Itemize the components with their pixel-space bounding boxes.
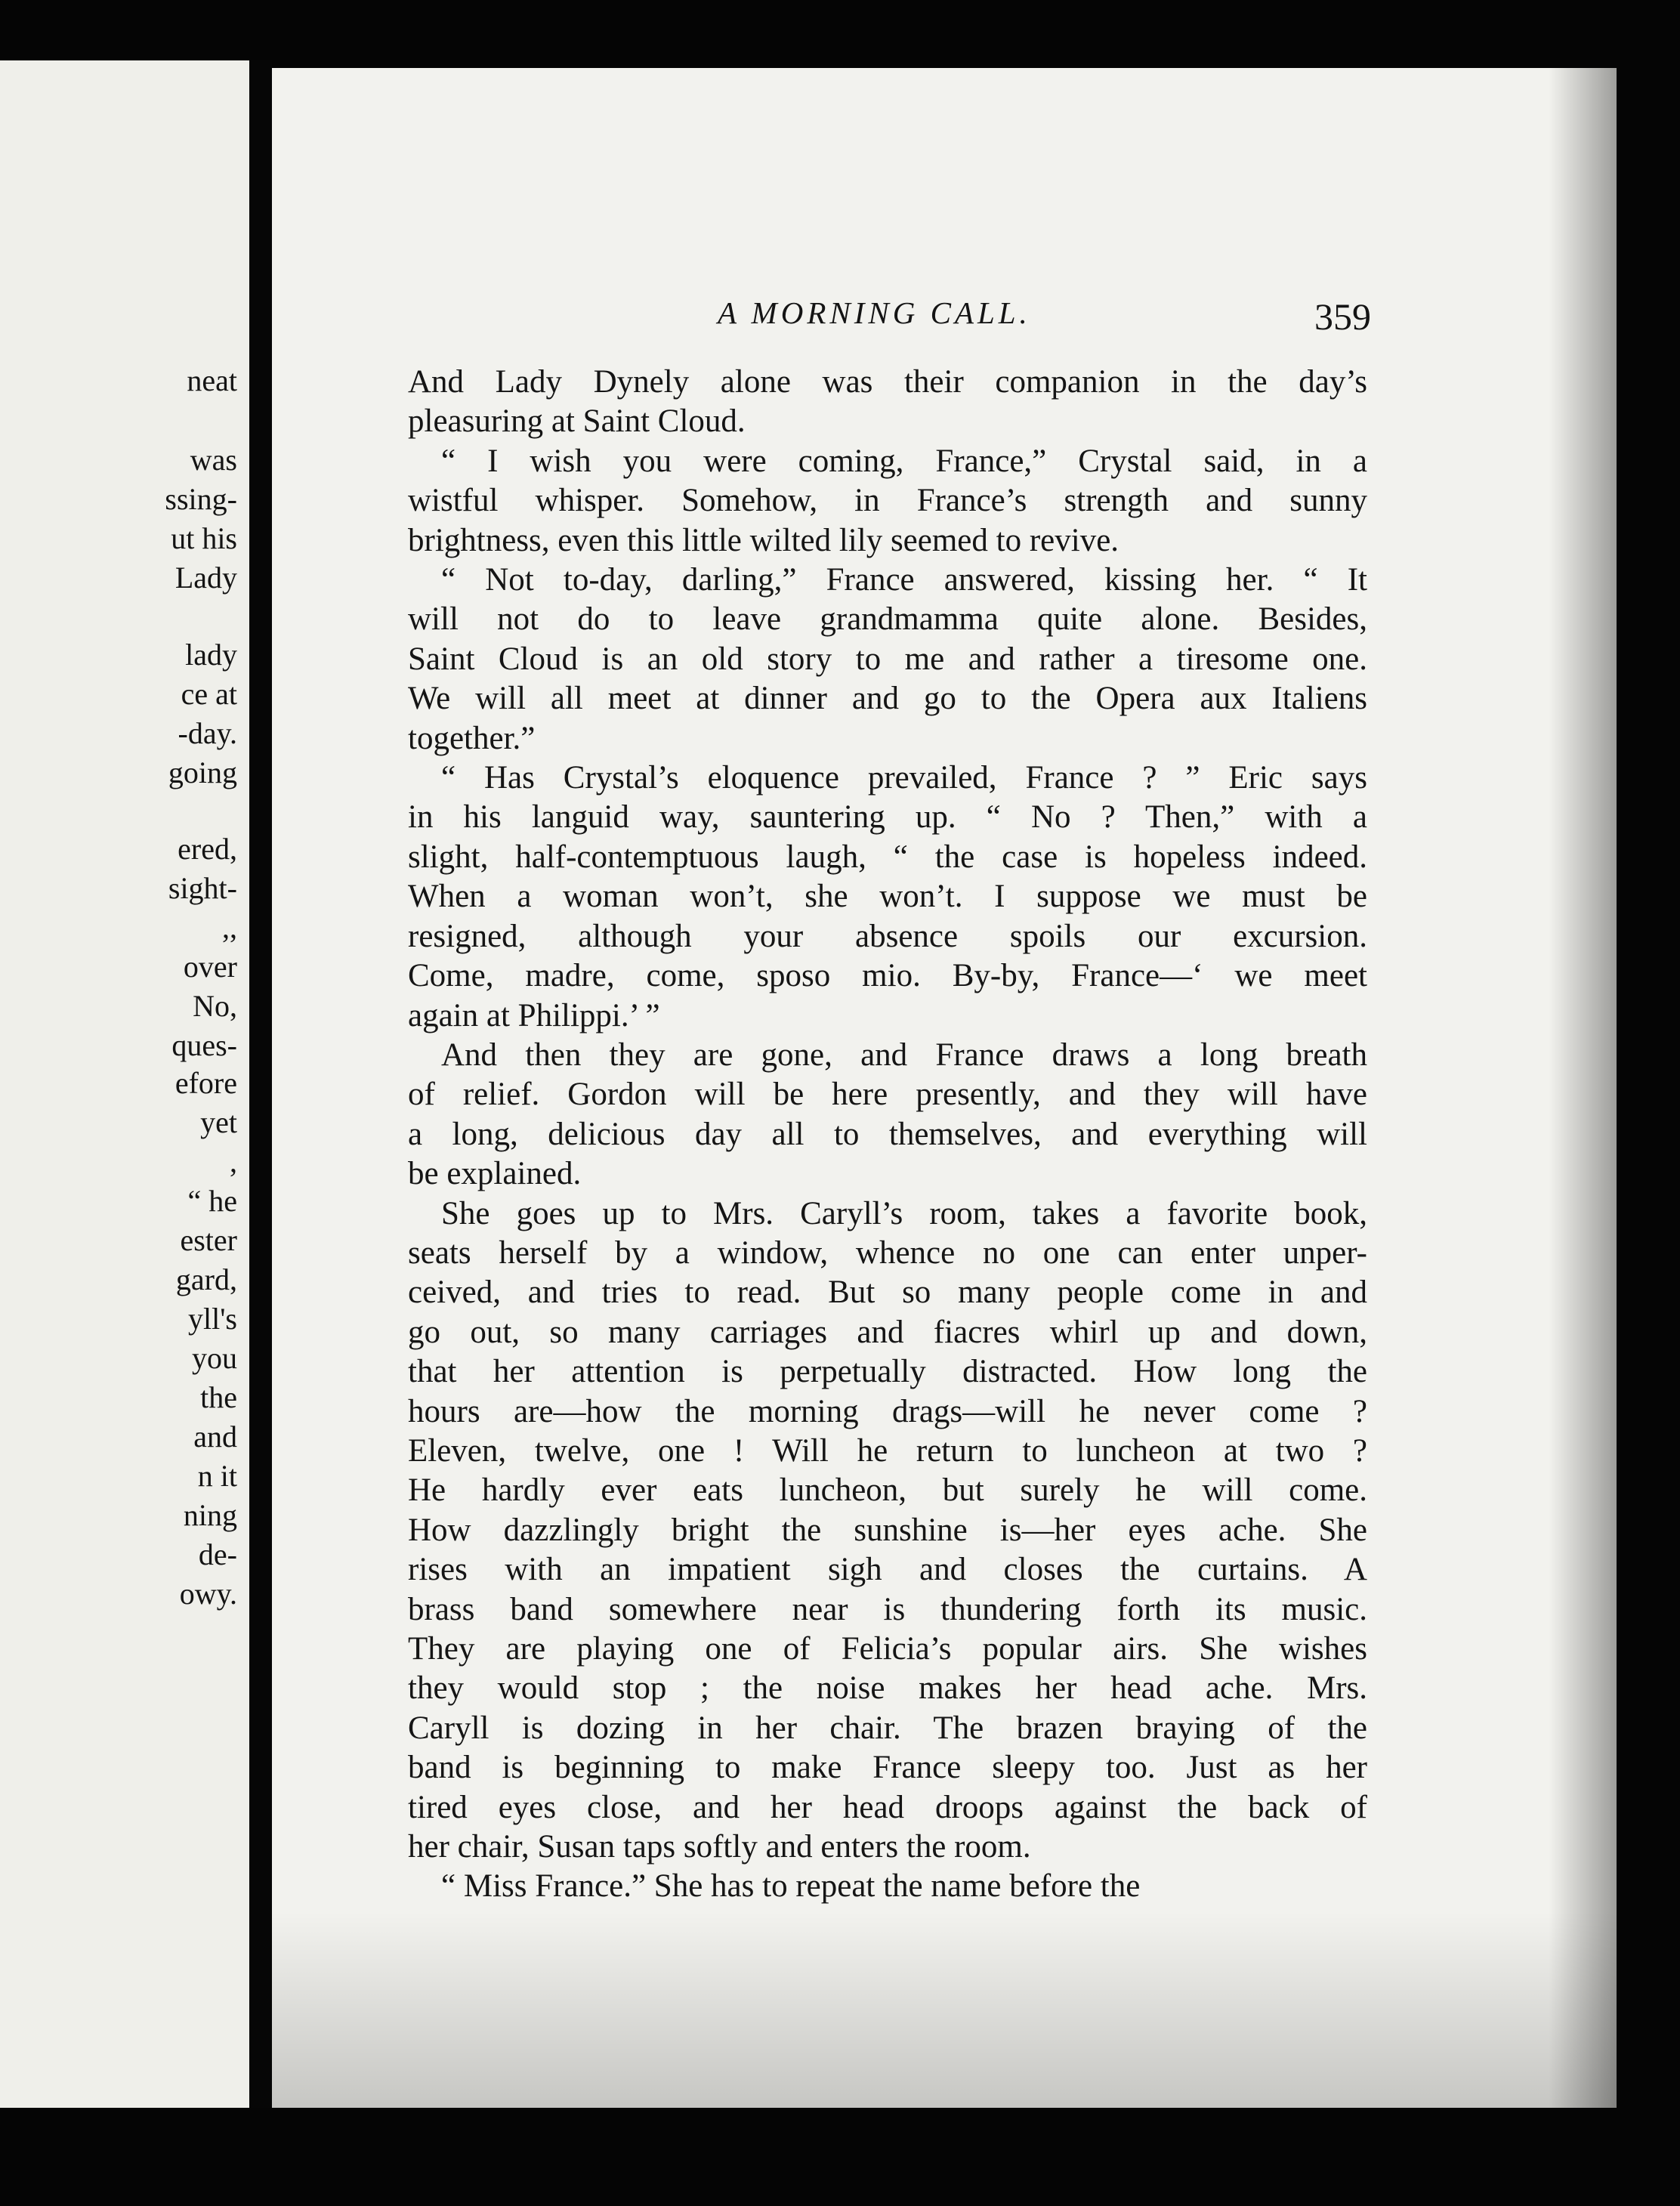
left-fragment: ut his xyxy=(171,521,237,555)
text-line: will not do to leave grandmamma quite alone. Besides, xyxy=(408,601,1367,638)
left-page-fragment xyxy=(0,60,249,2108)
text-line: Come, madre, come, sposo mio. By-by, France—‘ we meet xyxy=(408,958,1367,994)
left-fragment: ered, xyxy=(178,832,237,866)
text-line: ceived, and tries to read. But so many people come in and xyxy=(408,1274,1367,1311)
left-fragment: ester xyxy=(180,1223,237,1257)
text-line: again at Philippi.’ ” xyxy=(408,997,660,1033)
text-line: tired eyes close, and her head droops against the back of xyxy=(408,1789,1367,1825)
text-line: Caryll is dozing in her chair. The brazen braying of the xyxy=(408,1710,1367,1746)
left-fragment: yll's xyxy=(188,1302,237,1336)
text-line: pleasuring at Saint Cloud. xyxy=(408,403,746,440)
text-line: “ Not to-day, darling,” France answered, kissing her. “ It xyxy=(441,562,1367,598)
left-fragment: ning xyxy=(183,1498,237,1532)
left-fragment: de- xyxy=(198,1537,237,1571)
text-line: rises with an impatient sigh and closes the curtains. A xyxy=(408,1552,1367,1588)
text-line: be explained. xyxy=(408,1156,582,1192)
text-line: go out, so many carriages and fiacres whirl up and down, xyxy=(408,1314,1367,1350)
text-line: “ Miss France.” She has to repeat the name before the xyxy=(441,1868,1141,1905)
text-line: “ Has Crystal’s eloquence prevailed, France ? ” Eric says xyxy=(441,760,1367,796)
paragraph xyxy=(408,1036,1367,1194)
left-fragment: the xyxy=(200,1380,237,1414)
text-line: How dazzlingly bright the sunshine is—her eyes ache. She xyxy=(408,1512,1367,1548)
running-title: A MORNING CALL. xyxy=(718,295,1031,330)
text-line: “ I wish you were coming, France,” Crystal said, in a xyxy=(441,443,1367,479)
left-fragment: “ he xyxy=(187,1184,237,1218)
left-fragment: lady xyxy=(185,638,237,672)
text-line: And then they are gone, and France draws a long breath xyxy=(441,1037,1367,1073)
left-fragment: ,, xyxy=(222,910,237,944)
text-line: We will all meet at dinner and go to the Opera aux Italiens xyxy=(408,681,1367,717)
page-edge-shadow xyxy=(1549,68,1617,2108)
left-fragment: , xyxy=(230,1145,237,1179)
paragraph xyxy=(408,1867,1367,1906)
text-line: Eleven, twelve, one ! Will he return to luncheon at two ? xyxy=(408,1432,1367,1469)
text-line: wistful whisper. Somehow, in France’s strength and sunny xyxy=(408,483,1367,519)
paragraph xyxy=(408,561,1367,759)
book-gutter xyxy=(249,60,272,2108)
text-line: He hardly ever eats luncheon, but surely he will come. xyxy=(408,1472,1367,1509)
text-line: And Lady Dynely alone was their companion in the day’s xyxy=(408,364,1367,400)
text-line: brightness, even this little wilted lily seemed to revive. xyxy=(408,522,1119,558)
left-fragment: neat xyxy=(187,363,237,397)
text-line: in his languid way, sauntering up. “ No ? Then,” with a xyxy=(408,799,1367,836)
text-line: brass band somewhere near is thundering forth its music. xyxy=(408,1591,1367,1627)
left-fragment: No, xyxy=(193,989,237,1023)
left-fragment: owy. xyxy=(179,1577,237,1611)
left-fragment: sight- xyxy=(168,871,237,905)
text-line: seats herself by a window, whence no one can enter unper- xyxy=(408,1234,1367,1271)
page-bottom-shadow xyxy=(272,1911,1617,2108)
text-line: resigned, although your absence spoils our excursion. xyxy=(408,918,1367,954)
left-fragment: gard, xyxy=(175,1262,237,1296)
text-line: a long, delicious day all to themselves, and everything will xyxy=(408,1116,1367,1152)
left-fragment: Lady xyxy=(174,561,237,595)
text-line: Saint Cloud is an old story to me and rather a tiresome one. xyxy=(408,641,1367,677)
left-fragment: was xyxy=(190,443,237,477)
left-fragment: over xyxy=(183,950,237,984)
left-fragment: n it xyxy=(197,1459,237,1493)
page-number: 359 xyxy=(1314,295,1371,338)
left-fragment: efore xyxy=(174,1066,237,1100)
paragraph xyxy=(408,759,1367,1036)
text-line: band is beginning to make France sleepy too. Just as her xyxy=(408,1750,1367,1786)
left-fragment: and xyxy=(193,1420,237,1454)
text-line: her chair, Susan taps softly and enters the room. xyxy=(408,1829,1031,1865)
body-text xyxy=(408,363,1367,1907)
left-fragment: ques- xyxy=(171,1028,237,1062)
left-fragment: going xyxy=(168,755,237,789)
text-line: of relief. Gordon will be here presently, and they will have xyxy=(408,1077,1367,1113)
text-line: they would stop ; the noise makes her head ache. Mrs. xyxy=(408,1670,1367,1707)
scan-border-bottom xyxy=(0,2108,1680,2206)
text-line: She goes up to Mrs. Caryll’s room, takes a favorite book, xyxy=(441,1195,1367,1231)
right-page xyxy=(272,68,1617,2108)
text-line: When a woman won’t, she won’t. I suppose we must be xyxy=(408,879,1367,915)
text-line: together.” xyxy=(408,720,536,756)
paragraph xyxy=(408,442,1367,561)
text-line: that her attention is perpetually distracted. How long the xyxy=(408,1354,1367,1390)
left-fragment: ce at xyxy=(181,677,237,711)
left-fragment: -day. xyxy=(178,716,237,750)
paragraph xyxy=(408,1194,1367,1868)
left-fragment: yet xyxy=(200,1105,237,1139)
paragraph xyxy=(408,363,1367,442)
text-line: slight, half-contemptuous laugh, “ the case is hopeless indeed. xyxy=(408,839,1367,875)
left-fragment: you xyxy=(192,1341,237,1375)
text-line: hours are—how the morning drags—will he never come ? xyxy=(408,1393,1367,1429)
left-fragment: ssing- xyxy=(165,482,237,516)
text-line: They are playing one of Felicia’s popular airs. She wishes xyxy=(408,1631,1367,1667)
